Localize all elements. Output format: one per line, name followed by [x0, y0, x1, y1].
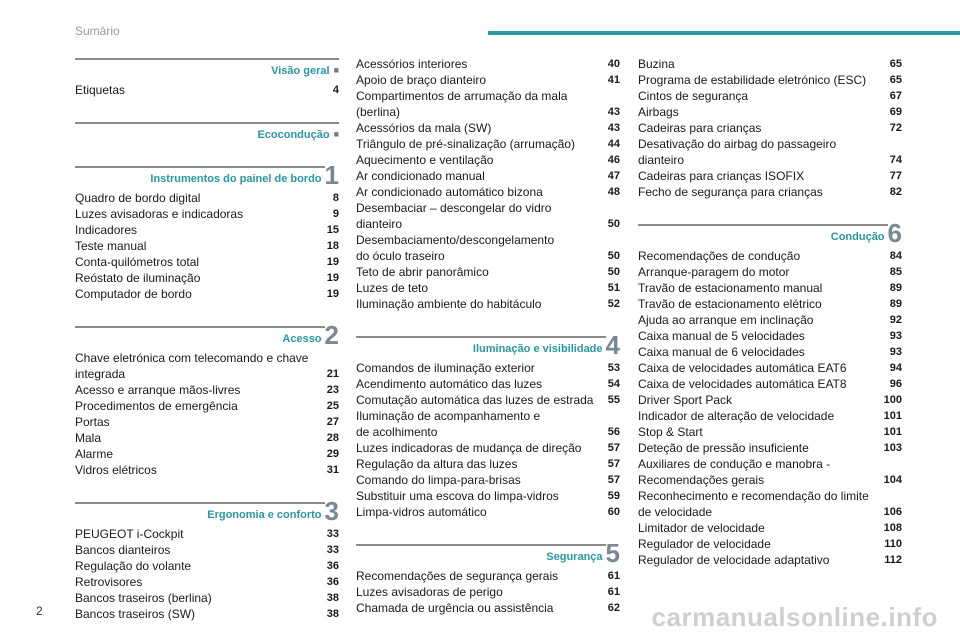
- toc-entry[interactable]: [356, 104, 620, 120]
- toc-item-list: [75, 350, 339, 478]
- toc-entry[interactable]: [356, 264, 620, 280]
- toc-entry[interactable]: [638, 440, 902, 456]
- toc-entry-label: de acolhimento: [356, 425, 438, 439]
- section-header: [75, 320, 339, 350]
- toc-item-list: [638, 248, 902, 568]
- section-title: Instrumentos do painel de bordo: [150, 173, 322, 185]
- toc-entry-page: 108: [883, 522, 902, 534]
- toc-entry-page: 33: [326, 528, 339, 540]
- toc-entry[interactable]: [638, 72, 902, 88]
- section-rule: [356, 336, 606, 338]
- toc-entry-label: Recomendações de condução: [638, 249, 801, 263]
- toc-entry-page: 4: [332, 84, 339, 96]
- toc-item-list: [75, 190, 339, 302]
- toc-entry-page: 50: [607, 250, 620, 262]
- toc-entry-label: Regulação do volante: [75, 559, 192, 573]
- toc-entry-page: 47: [607, 170, 620, 182]
- toc-entry-page: 21: [326, 368, 339, 380]
- toc-entry-label: Luzes indicadoras de mudança de direção: [356, 441, 582, 455]
- toc-entry[interactable]: [638, 56, 902, 72]
- toc-entry[interactable]: [75, 446, 339, 462]
- toc-entry-label: Quadro de bordo digital: [75, 191, 201, 205]
- toc-entry[interactable]: [356, 168, 620, 184]
- section-title: Ergonomia e conforto: [207, 509, 322, 521]
- toc-entry-page: 89: [889, 298, 902, 310]
- toc-entry[interactable]: [75, 398, 339, 414]
- section-spacer: [75, 142, 339, 164]
- toc-entry-page: 19: [326, 256, 339, 268]
- section-number: 2: [324, 320, 339, 350]
- section-spacer: [75, 302, 339, 324]
- toc-entry[interactable]: [638, 312, 902, 328]
- toc-entry[interactable]: [638, 280, 902, 296]
- toc-entry-label: Portas: [75, 415, 110, 429]
- toc-entry[interactable]: [356, 408, 620, 424]
- toc-entry[interactable]: [356, 136, 620, 152]
- section-number: 3: [324, 496, 339, 526]
- toc-entry[interactable]: [638, 392, 902, 408]
- toc-entry[interactable]: [75, 270, 339, 286]
- toc-entry-page: 18: [326, 240, 339, 252]
- toc-entry-label: Auxiliares de condução e manobra -: [638, 457, 831, 471]
- toc-entry-label: Cadeiras para crianças: [638, 121, 762, 135]
- toc-entry[interactable]: [356, 280, 620, 296]
- toc-entry[interactable]: [75, 350, 339, 366]
- section-rule: [75, 58, 339, 60]
- toc-entry-label: Iluminação de acompanhamento e: [356, 409, 541, 423]
- toc-entry-label: Stop & Start: [638, 425, 703, 439]
- toc-entry[interactable]: [356, 360, 620, 376]
- section-header: [638, 218, 902, 248]
- toc-entry-page: 52: [607, 298, 620, 310]
- toc-entry-label: Computador de bordo: [75, 287, 192, 301]
- toc-entry[interactable]: [356, 56, 620, 72]
- toc-column-3: [638, 56, 902, 568]
- toc-entry-label: Bancos traseiros (SW): [75, 607, 196, 621]
- section-header: [356, 330, 620, 360]
- toc-entry-page: 50: [607, 218, 620, 230]
- toc-entry-label: PEUGEOT i-Cockpit: [75, 527, 184, 541]
- toc-entry-label: Acessórios da mala (SW): [356, 121, 492, 135]
- toc-column-1: [75, 56, 339, 622]
- toc-entry[interactable]: [356, 440, 620, 456]
- toc-entry-page: 56: [607, 426, 620, 438]
- toc-entry[interactable]: [75, 286, 339, 302]
- toc-entry-label: Comando do limpa-para-brisas: [356, 473, 521, 487]
- toc-entry-label: Ajuda ao arranque em inclinação: [638, 313, 814, 327]
- toc-entry-label: Comandos de iluminação exterior: [356, 361, 535, 375]
- toc-entry-page: 61: [607, 586, 620, 598]
- toc-entry[interactable]: [638, 136, 902, 152]
- toc-entry[interactable]: [75, 590, 339, 606]
- toc-entry[interactable]: [356, 376, 620, 392]
- toc-entry-label: Iluminação ambiente do habitáculo: [356, 297, 542, 311]
- toc-entry[interactable]: [638, 472, 902, 488]
- toc-entry-page: 59: [607, 490, 620, 502]
- toc-entry-page: 41: [607, 74, 620, 86]
- section-header: [356, 538, 620, 568]
- toc-entry-label: Alarme: [75, 447, 114, 461]
- toc-entry-label: Deteção de pressão insuficiente: [638, 441, 809, 455]
- toc-entry[interactable]: [75, 430, 339, 446]
- section-number: 5: [605, 538, 620, 568]
- toc-entry-label: Luzes avisadoras de perigo: [356, 585, 503, 599]
- toc-entry-label: Bancos traseiros (berlina): [75, 591, 212, 605]
- toc-entry-label: Recomendações gerais: [638, 473, 765, 487]
- toc-entry-page: 60: [607, 506, 620, 518]
- section-header: [75, 56, 339, 78]
- toc-entry-label: Procedimentos de emergência: [75, 399, 238, 413]
- toc-entry-label: Caixa de velocidades automática EAT6: [638, 361, 847, 375]
- toc-entry-page: 67: [889, 90, 902, 102]
- toc-entry-page: 57: [607, 442, 620, 454]
- toc-section: [75, 142, 339, 302]
- toc-entry[interactable]: [75, 542, 339, 558]
- section-header: [75, 160, 339, 190]
- toc-item-list: [638, 56, 902, 200]
- section-spacer: [75, 478, 339, 500]
- toc-entry[interactable]: [356, 584, 620, 600]
- toc-entry[interactable]: [75, 206, 339, 222]
- toc-entry-label: Substituir uma escova do limpa-vidros: [356, 489, 559, 503]
- toc-entry-page: 27: [326, 416, 339, 428]
- toc-entry-page: 101: [883, 410, 902, 422]
- toc-entry-page: 28: [326, 432, 339, 444]
- toc-entry-label: Desembaciar – descongelar do vidro dianteiro: [356, 201, 552, 231]
- toc-entry-page: 19: [326, 288, 339, 300]
- toc-entry[interactable]: [75, 606, 339, 622]
- page-header-title: Sumário: [75, 24, 120, 38]
- toc-entry-page: 19: [326, 272, 339, 284]
- toc-entry[interactable]: [638, 520, 902, 536]
- toc-entry-label: Ar condicionado automático bizona: [356, 185, 543, 199]
- toc-entry-label: integrada: [75, 367, 126, 381]
- toc-entry-page: 8: [332, 192, 339, 204]
- toc-entry-label: Compartimentos de arrumação da mala: [356, 89, 568, 103]
- toc-entry-page: 106: [883, 506, 902, 518]
- section-header: [75, 120, 339, 142]
- toc-entry[interactable]: [638, 536, 902, 552]
- toc-entry[interactable]: [356, 472, 620, 488]
- toc-entry-label: Indicadores: [75, 223, 138, 237]
- toc-entry-page: 92: [889, 314, 902, 326]
- toc-entry-label: Caixa manual de 5 velocidades: [638, 329, 805, 343]
- toc-entry-label: Bancos dianteiros: [75, 543, 171, 557]
- toc-entry-page: 89: [889, 282, 902, 294]
- toc-entry[interactable]: [356, 88, 620, 104]
- toc-entry-page: 93: [889, 330, 902, 342]
- section-rule: [75, 122, 339, 124]
- toc-entry-label: Retrovisores: [75, 575, 143, 589]
- toc-entry[interactable]: [356, 120, 620, 136]
- toc-entry[interactable]: [75, 238, 339, 254]
- toc-entry-label: Acendimento automático das luzes: [356, 377, 543, 391]
- section-header: [75, 496, 339, 526]
- toc-section: [75, 56, 339, 98]
- toc-entry-page: 40: [607, 58, 620, 70]
- toc-entry[interactable]: [356, 488, 620, 504]
- toc-entry-page: 36: [326, 576, 339, 588]
- section-number: 4: [605, 330, 620, 360]
- toc-entry-page: 48: [607, 186, 620, 198]
- toc-entry[interactable]: [638, 408, 902, 424]
- section-number: 1: [324, 160, 339, 190]
- toc-entry[interactable]: [638, 152, 902, 168]
- toc-entry-label: Regulador de velocidade adaptativo: [638, 553, 830, 567]
- toc-entry-page: 53: [607, 362, 620, 374]
- toc-entry-page: 38: [326, 592, 339, 604]
- toc-entry-label: Triângulo de pré-sinalização (arrumação): [356, 137, 575, 151]
- section-spacer: [75, 98, 339, 120]
- toc-entry[interactable]: [638, 488, 902, 504]
- toc-entry-label: Driver Sport Pack: [638, 393, 733, 407]
- toc-entry[interactable]: [356, 296, 620, 312]
- toc-entry-label: Regulação da altura das luzes: [356, 457, 518, 471]
- toc-entry-page: 61: [607, 570, 620, 582]
- toc-entry[interactable]: [356, 184, 620, 200]
- section-title: Visão geral: [271, 65, 330, 77]
- toc-section: [75, 302, 339, 478]
- toc-entry[interactable]: [75, 222, 339, 238]
- toc-entry-page: 77: [889, 170, 902, 182]
- section-spacer: [638, 200, 902, 222]
- toc-entry-label: Acesso e arranque mãos-livres: [75, 383, 241, 397]
- section-bullet-icon: ■: [333, 129, 339, 139]
- toc-entry[interactable]: [356, 200, 620, 232]
- toc-entry-label: Acessórios interiores: [356, 57, 468, 71]
- toc-entry-label: Reóstato de iluminação: [75, 271, 201, 285]
- toc-entry-page: 25: [326, 400, 339, 412]
- toc-entry[interactable]: [75, 526, 339, 542]
- toc-entry-page: 29: [326, 448, 339, 460]
- toc-entry-label: do óculo traseiro: [356, 249, 445, 263]
- toc-entry[interactable]: [356, 504, 620, 520]
- section-rule: [75, 166, 325, 168]
- toc-item-list: [356, 360, 620, 520]
- toc-entry[interactable]: [356, 232, 620, 248]
- section-title: Ecocondução: [257, 129, 330, 141]
- toc-entry-label: Apoio de braço dianteiro: [356, 73, 487, 87]
- toc-entry-page: 36: [326, 560, 339, 572]
- toc-entry-label: dianteiro: [638, 153, 685, 167]
- section-rule: [75, 326, 325, 328]
- toc-entry-page: 38: [326, 608, 339, 620]
- toc-entry-page: 69: [889, 106, 902, 118]
- toc-entry[interactable]: [638, 344, 902, 360]
- toc-entry[interactable]: [638, 376, 902, 392]
- toc-entry[interactable]: [356, 600, 620, 616]
- toc-entry-label: Travão de estacionamento manual: [638, 281, 823, 295]
- toc-entry-page: 112: [884, 554, 902, 566]
- section-spacer: [356, 312, 620, 334]
- watermark: carmanualsonline.info: [651, 602, 938, 632]
- toc-entry-page: 65: [889, 74, 902, 86]
- toc-entry-label: Cintos de segurança: [638, 89, 749, 103]
- toc-entry-label: Conta-quilómetros total: [75, 255, 200, 269]
- section-number: 6: [887, 218, 902, 248]
- toc-entry-label: Teto de abrir panorâmico: [356, 265, 489, 279]
- toc-entry-page: 44: [607, 138, 620, 150]
- toc-entry-label: Arranque-paragem do motor: [638, 265, 790, 279]
- toc-column-2: [356, 56, 620, 616]
- toc-entry-page: 54: [607, 378, 620, 390]
- toc-entry[interactable]: [75, 414, 339, 430]
- toc-entry-label: Etiquetas: [75, 83, 126, 97]
- toc-entry[interactable]: [356, 568, 620, 584]
- toc-entry-page: 62: [607, 602, 620, 614]
- toc-entry-label: Luzes avisadoras e indicadoras: [75, 207, 244, 221]
- toc-entry[interactable]: [75, 82, 339, 98]
- toc-entry[interactable]: [638, 120, 902, 136]
- toc-entry-page: 101: [883, 426, 902, 438]
- page-number: 2: [36, 604, 43, 618]
- toc-entry-label: Airbags: [638, 105, 679, 119]
- toc-entry-label: Programa de estabilidade eletrónico (ESC): [638, 73, 867, 87]
- toc-item-list: [75, 82, 339, 98]
- toc-entry-label: Travão de estacionamento elétrico: [638, 297, 822, 311]
- toc-entry-page: 74: [889, 154, 902, 166]
- toc-entry-page: 46: [607, 154, 620, 166]
- toc-entry-label: Fecho de segurança para crianças: [638, 185, 823, 199]
- toc-entry-page: 104: [883, 474, 902, 486]
- toc-entry-page: 84: [889, 250, 902, 262]
- toc-entry[interactable]: [75, 462, 339, 478]
- section-title: Segurança: [546, 551, 603, 563]
- toc-entry[interactable]: [638, 456, 902, 472]
- toc-entry[interactable]: [75, 558, 339, 574]
- toc-entry-label: Teste manual: [75, 239, 147, 253]
- section-title: Condução: [830, 231, 885, 243]
- toc-entry-page: 103: [883, 442, 902, 454]
- toc-entry-label: Chamada de urgência ou assistência: [356, 601, 554, 615]
- toc-entry-page: 31: [326, 464, 339, 476]
- toc-entry-page: 57: [607, 458, 620, 470]
- toc-entry-label: Reconhecimento e recomendação do limite: [638, 489, 869, 503]
- toc-entry[interactable]: [356, 248, 620, 264]
- toc-entry-label: Regulador de velocidade: [638, 537, 771, 551]
- toc-entry-page: 43: [607, 106, 620, 118]
- toc-entry-label: Buzina: [638, 57, 675, 71]
- toc-entry-page: 65: [889, 58, 902, 70]
- toc-entry-page: 15: [326, 224, 339, 236]
- toc-entry-page: 43: [607, 122, 620, 134]
- toc-entry-label: Limpa-vidros automático: [356, 505, 487, 519]
- toc-entry[interactable]: [75, 382, 339, 398]
- toc-entry[interactable]: [638, 504, 902, 520]
- section-title: Iluminação e visibilidade: [472, 343, 603, 355]
- toc-entry-label: Desativação do airbag do passageiro: [638, 137, 837, 151]
- toc-entry[interactable]: [638, 360, 902, 376]
- toc-item-list: [356, 56, 620, 312]
- toc-entry-page: 85: [889, 266, 902, 278]
- toc-entry-label: Limitador de velocidade: [638, 521, 765, 535]
- toc-entry[interactable]: [356, 72, 620, 88]
- toc-entry-label: Chave eletrónica com telecomando e chave: [75, 351, 309, 365]
- toc-entry-page: 96: [889, 378, 902, 390]
- toc-entry-label: Indicador de alteração de velocidade: [638, 409, 835, 423]
- toc-entry-label: Comutação automática das luzes de estrada: [356, 393, 594, 407]
- toc-entry-label: Aquecimento e ventilação: [356, 153, 494, 167]
- toc-entry-label: Cadeiras para crianças ISOFIX: [638, 169, 805, 183]
- toc-section: [356, 56, 620, 312]
- toc-entry-label: Mala: [75, 431, 102, 445]
- toc-entry-page: 93: [889, 346, 902, 358]
- toc-entry-page: 57: [607, 474, 620, 486]
- toc-entry[interactable]: [638, 264, 902, 280]
- toc-entry-label: Luzes de teto: [356, 281, 429, 295]
- toc-entry-page: 50: [607, 266, 620, 278]
- toc-entry-label: Desembaciamento/descongelamento: [356, 233, 555, 247]
- toc-item-list: [75, 526, 339, 622]
- toc-entry-page: 82: [889, 186, 902, 198]
- toc-entry[interactable]: [356, 392, 620, 408]
- toc-entry[interactable]: [356, 456, 620, 472]
- section-spacer: [356, 520, 620, 542]
- toc-entry-label: de velocidade: [638, 505, 713, 519]
- toc-entry-label: Caixa de velocidades automática EAT8: [638, 377, 847, 391]
- section-rule: [638, 224, 888, 226]
- toc-entry-page: 94: [889, 362, 902, 374]
- section-title: Acesso: [282, 333, 322, 345]
- toc-entry-page: 9: [332, 208, 339, 220]
- toc-entry-label: Vidros elétricos: [75, 463, 157, 477]
- toc-entry-page: 51: [607, 282, 620, 294]
- toc-section: [75, 478, 339, 622]
- toc-entry[interactable]: [638, 184, 902, 200]
- toc-section: [75, 98, 339, 142]
- toc-entry[interactable]: [638, 104, 902, 120]
- toc-entry[interactable]: [638, 328, 902, 344]
- toc-entry-label: Ar condicionado manual: [356, 169, 485, 183]
- section-rule: [75, 502, 325, 504]
- toc-entry-label: Caixa manual de 6 velocidades: [638, 345, 805, 359]
- toc-entry-page: 33: [326, 544, 339, 556]
- section-rule: [356, 544, 606, 546]
- toc-section: [356, 520, 620, 616]
- toc-entry-page: 110: [884, 538, 902, 550]
- toc-entry[interactable]: [638, 424, 902, 440]
- toc-entry[interactable]: [638, 296, 902, 312]
- toc-entry[interactable]: [638, 248, 902, 264]
- toc-entry-label: (berlina): [356, 105, 401, 119]
- toc-entry-page: 55: [607, 394, 620, 406]
- toc-entry-page: 23: [326, 384, 339, 396]
- toc-entry[interactable]: [638, 552, 902, 568]
- toc-entry[interactable]: [75, 574, 339, 590]
- toc-section: [356, 312, 620, 520]
- toc-entry[interactable]: [75, 190, 339, 206]
- toc-entry-page: 72: [889, 122, 902, 134]
- toc-section: [638, 56, 902, 200]
- toc-item-list: [356, 568, 620, 616]
- toc-entry[interactable]: [638, 168, 902, 184]
- toc-entry[interactable]: [638, 88, 902, 104]
- toc-entry[interactable]: [356, 152, 620, 168]
- toc-entry-page: 100: [883, 394, 902, 406]
- toc-section: [638, 200, 902, 568]
- toc-entry[interactable]: [356, 424, 620, 440]
- section-bullet-icon: ■: [333, 65, 339, 75]
- toc-entry[interactable]: [75, 366, 339, 382]
- toc-entry-label: Recomendações de segurança gerais: [356, 569, 559, 583]
- header-accent-bar: [488, 31, 960, 35]
- toc-entry[interactable]: [75, 254, 339, 270]
